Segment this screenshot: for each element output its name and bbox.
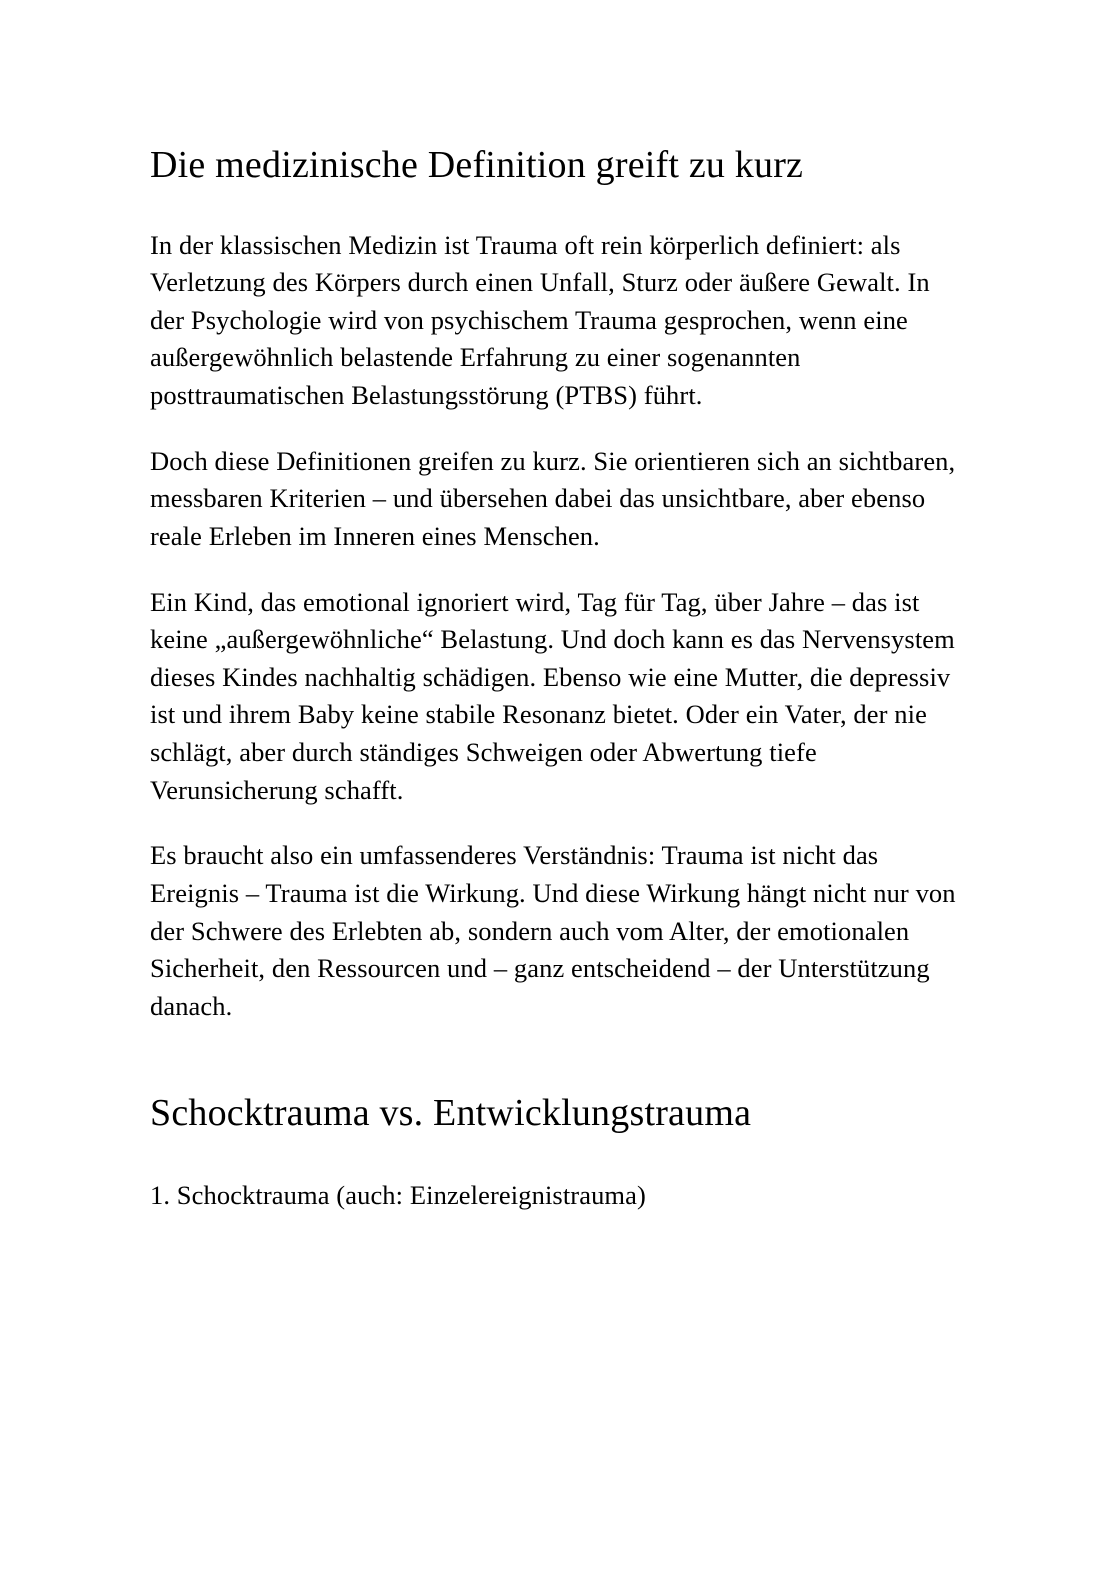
paragraph-definitionen-zu-kurz: Doch diese Definitionen greifen zu kurz. Sie orientieren sich an sichtbaren, messbaren Kriterien – und übersehen dabei das unsichtbare, aber ebenso reale Erleben im Inneren eines Menschen. (150, 445, 956, 551)
section-heading-medizinische-definition: Die medizinische Definition greift zu kurz (150, 144, 804, 186)
paragraph-klassische-medizin: In der klassischen Medizin ist Trauma oft rein körperlich definiert: als Verletzung des Körpers durch einen Unfall, Sturz oder äußere Gewalt. In der Psychologie wird von psychischem Trauma gesprochen, wenn eine außergewöhnlich belastende Erfahrung zu einer sogenannten posttraumatischen Belastungsstörung (PTBS) führt. (150, 229, 930, 411)
paragraph-kind-emotional-ignoriert: Ein Kind, das emotional ignoriert wird, Tag für Tag, über Jahre – das ist keine „außergewöhnliche“ Belastung. Und doch kann es das Nervensystem dieses Kindes nachhaltig schädigen. Ebenso wie eine Mutter, die depressiv ist und ihrem Baby keine stabile Resonanz bietet. Oder ein Vater, der nie schlägt, aber durch ständiges Schweigen oder Abwertung tiefe Verunsicherung schafft. (150, 586, 955, 805)
paragraph-umfassenderes-verstaendnis: Es braucht also ein umfassenderes Verständnis: Trauma ist nicht das Ereignis – Trauma ist die Wirkung. Und diese Wirkung hängt nicht nur von der Schwere des Erlebten ab, sondern auch vom Alter, der emotionalen Sicherheit, den Ressourcen und – ganz entscheidend – der Unterstützung danach. (150, 840, 956, 1021)
section-heading-schocktrauma-vs-entwicklungstrauma: Schocktrauma vs. Entwicklungstrauma (150, 1092, 752, 1135)
subheading-schocktrauma: 1. Schocktrauma (auch: Einzelereignistrauma) (150, 1180, 646, 1211)
